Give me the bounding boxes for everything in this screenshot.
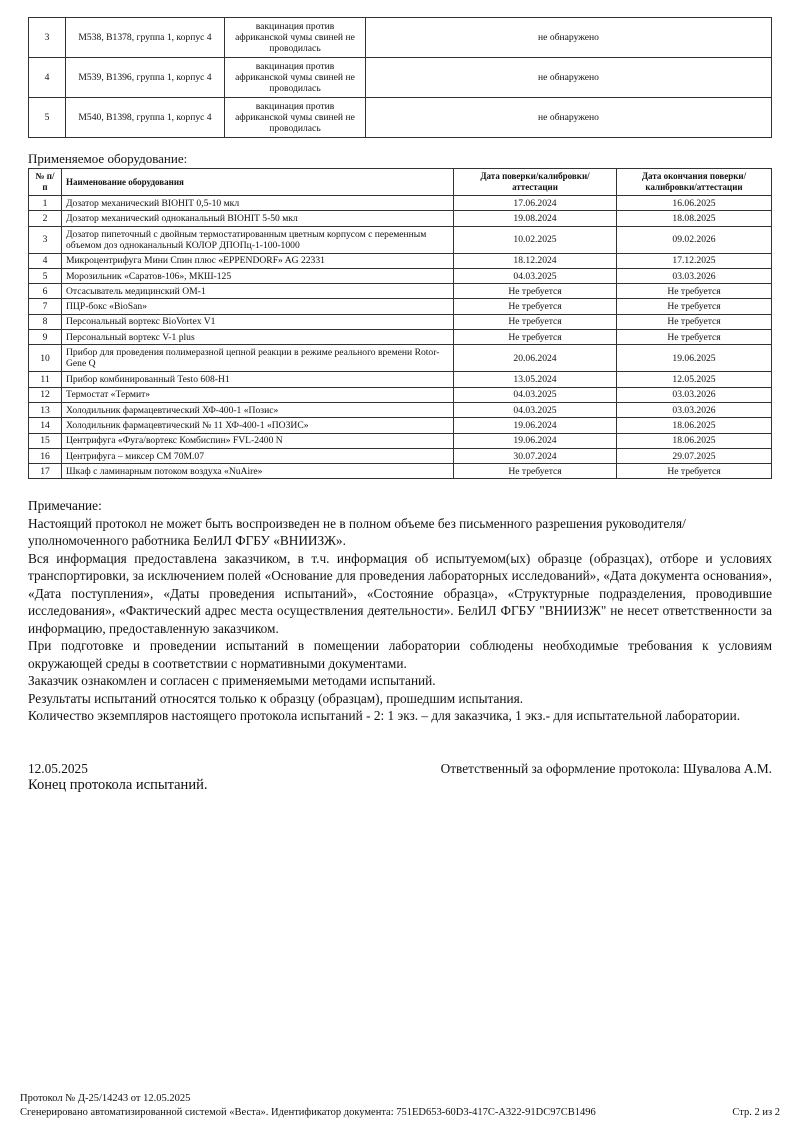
table-row	[29, 464, 772, 479]
equipment-date-end: 18.06.2025	[617, 433, 772, 448]
table-row	[29, 448, 772, 463]
table-row	[29, 284, 772, 299]
equipment-date-check: 04.03.2025	[454, 387, 617, 402]
equipment-num: 10	[29, 345, 62, 372]
table-row	[29, 253, 772, 268]
equipment-date-end: 09.02.2026	[617, 226, 772, 253]
equipment-date-check: 04.03.2025	[454, 402, 617, 417]
equipment-num: 12	[29, 387, 62, 402]
header-date-end: Дата окончания поверки/калибровки/аттестации	[617, 169, 772, 196]
equipment-name: Центрифуга – миксер СМ 70М.07	[62, 448, 454, 463]
equipment-name: Дозатор механический одноканальный ВІОНІТ 5-50 мкл	[62, 211, 454, 226]
equipment-date-end: 03.03.2026	[617, 268, 772, 283]
equipment-num: 1	[29, 196, 62, 211]
table-row	[29, 418, 772, 433]
sample-id: М538, В1378, группа 1, корпус 4	[66, 18, 225, 58]
sample-number: 4	[29, 58, 66, 98]
equipment-date-check: 30.07.2024	[454, 448, 617, 463]
equipment-name: Дозатор механический ВІОНІТ 0,5-10 мкл	[62, 196, 454, 211]
equipment-name: ПЦР-бокс «BioSan»	[62, 299, 454, 314]
sample-note: вакцинация против африканской чумы свиней не проводилась	[225, 58, 366, 98]
equipment-num: 17	[29, 464, 62, 479]
protocol-date: 12.05.2025	[28, 761, 88, 776]
equipment-date-end: Не требуется	[617, 330, 772, 345]
note-paragraph: Количество экземпляров настоящего протокола испытаний - 2: 1 экз. – для заказчика, 1 экз.- для испытательной лаборатории.	[28, 708, 741, 723]
sample-number: 5	[29, 98, 66, 138]
equipment-name: Холодильник фармацевтический ХФ-400-1 «Позис»	[62, 402, 454, 417]
table-row	[29, 98, 772, 138]
equipment-date-check: Не требуется	[454, 464, 617, 479]
table-row	[29, 433, 772, 448]
equipment-date-check: 04.03.2025	[454, 268, 617, 283]
sample-note: вакцинация против африканской чумы свиней не проводилась	[225, 98, 366, 138]
sample-number: 3	[29, 18, 66, 58]
equipment-name: Прибор для проведения полимеразной цепной реакции в режиме реального времени Rotor-Gene Q	[62, 345, 454, 372]
equipment-date-check: Не требуется	[454, 314, 617, 329]
table-row	[29, 58, 772, 98]
notes-section	[28, 497, 772, 725]
equipment-num: 3	[29, 226, 62, 253]
equipment-date-check: 20.06.2024	[454, 345, 617, 372]
equipment-num: 9	[29, 330, 62, 345]
sample-result: не обнаружено	[366, 98, 772, 138]
sample-results-table	[28, 17, 772, 138]
equipment-num: 5	[29, 268, 62, 283]
equipment-date-check: 10.02.2025	[454, 226, 617, 253]
equipment-date-check: 19.06.2024	[454, 418, 617, 433]
equipment-date-end: Не требуется	[617, 464, 772, 479]
table-row	[29, 314, 772, 329]
responsible-person: Ответственный за оформление протокола: Шувалова А.М.	[440, 761, 772, 776]
equipment-date-end: 12.05.2025	[617, 372, 772, 387]
equipment-num: 15	[29, 433, 62, 448]
notes-title: Примечание:	[28, 498, 102, 513]
table-header-row	[29, 169, 772, 196]
equipment-date-end: Не требуется	[617, 299, 772, 314]
end-of-protocol: Конец протокола испытаний.	[28, 777, 208, 793]
equipment-num: 6	[29, 284, 62, 299]
table-row	[29, 211, 772, 226]
equipment-date-end: Не требуется	[617, 314, 772, 329]
equipment-num: 8	[29, 314, 62, 329]
note-paragraph: Настоящий протокол не может быть воспроизведен не в полном объеме без письменного разрешения руководителя/уполномоченного работника БелИЛ ФГБУ «ВНИИЗЖ».	[28, 515, 686, 548]
equipment-name: Термостат «Термит»	[62, 387, 454, 402]
sample-id: М539, В1396, группа 1, корпус 4	[66, 58, 225, 98]
equipment-date-end: 29.07.2025	[617, 448, 772, 463]
equipment-name: Холодильник фармацевтический № 11 ХФ-400-1 «ПОЗИС»	[62, 418, 454, 433]
header-name: Наименование оборудования	[62, 169, 454, 196]
equipment-date-check: Не требуется	[454, 330, 617, 345]
equipment-date-end: 03.03.2026	[617, 387, 772, 402]
page-number: Стр. 2 из 2	[732, 1107, 780, 1118]
sample-note: вакцинация против африканской чумы свиней не проводилась	[225, 18, 366, 58]
equipment-name: Шкаф с ламинарным потоком воздуха «NuAire»	[62, 464, 454, 479]
table-row	[29, 196, 772, 211]
footer-protocol-number: Протокол № Д-25/14243 от 12.05.2025	[20, 1093, 191, 1104]
equipment-date-end: 19.06.2025	[617, 345, 772, 372]
equipment-name: Персональный вортекс BioVortex V1	[62, 314, 454, 329]
equipment-section-title: Применяемое оборудование:	[28, 151, 188, 166]
equipment-date-end: 17.12.2025	[617, 253, 772, 268]
table-row	[29, 299, 772, 314]
equipment-name: Микроцентрифуга Мини Спин плюс «EPPENDORF» AG 22331	[62, 253, 454, 268]
equipment-date-check: Не требуется	[454, 299, 617, 314]
equipment-num: 2	[29, 211, 62, 226]
equipment-date-end: 16.06.2025	[617, 196, 772, 211]
equipment-num: 11	[29, 372, 62, 387]
equipment-date-check: 19.06.2024	[454, 433, 617, 448]
equipment-date-check: 17.06.2024	[454, 196, 617, 211]
note-paragraph: Вся информация предоставлена заказчиком, в т.ч. информация об испытуемом(ых) образце (образцах), отборе и условиях транспортировки, за исключением полей «Основание для проведения лабораторных исследований», «Дата документа основания», «Дата поступления», «Даты проведения испытаний», «Состояние образца», «Структурные подразделения, проводившие исследования», «Фактический адрес места осуществления деятельности». БелИЛ ФГБУ "ВНИИЗЖ" не несет ответственности за информацию, предоставленную заказчиком.	[28, 550, 772, 636]
table-row	[29, 330, 772, 345]
sample-result: не обнаружено	[366, 18, 772, 58]
table-row	[29, 372, 772, 387]
equipment-name: Морозильник «Саратов-106», МКШ-125	[62, 268, 454, 283]
equipment-name: Центрифуга «Фуга/вортекс Комбиспин» FVL-2400 N	[62, 433, 454, 448]
equipment-num: 7	[29, 299, 62, 314]
table-row	[29, 402, 772, 417]
note-paragraph: Результаты испытаний относятся только к образцу (образцам), прошедшим испытания.	[28, 690, 524, 706]
equipment-date-end: Не требуется	[617, 284, 772, 299]
equipment-name: Дозатор пипеточный с двойным термостатированным цветным корпусом с переменным объемом доз одноканальный КОЛОР ДПОПц-1-100-1000	[62, 226, 454, 253]
page-footer	[20, 1092, 780, 1120]
header-num: № п/п	[29, 169, 62, 196]
note-paragraph: Заказчик ознакомлен и согласен с применяемыми методами испытаний.	[28, 673, 436, 688]
sample-id: М540, В1398, группа 1, корпус 4	[66, 98, 225, 138]
table-row	[29, 18, 772, 58]
equipment-date-end: 18.08.2025	[617, 211, 772, 226]
table-row	[29, 268, 772, 283]
equipment-table	[28, 168, 772, 479]
sample-result: не обнаружено	[366, 58, 772, 98]
equipment-date-end: 03.03.2026	[617, 402, 772, 417]
table-row	[29, 387, 772, 402]
equipment-name: Прибор комбинированный Testo 608-H1	[62, 372, 454, 387]
equipment-date-check: 13.05.2024	[454, 372, 617, 387]
header-date-check: Дата поверки/калибровки/аттестации	[454, 169, 617, 196]
equipment-num: 16	[29, 448, 62, 463]
equipment-date-check: 19.08.2024	[454, 211, 617, 226]
table-row	[29, 345, 772, 372]
equipment-date-end: 18.06.2025	[617, 418, 772, 433]
table-row	[29, 226, 772, 253]
equipment-date-check: Не требуется	[454, 284, 617, 299]
equipment-num: 4	[29, 253, 62, 268]
equipment-name: Отсасыватель медицинский ОМ-1	[62, 284, 454, 299]
footer-line	[20, 1106, 780, 1120]
equipment-date-check: 18.12.2024	[454, 253, 617, 268]
equipment-name: Персональный вортекс V-1 plus	[62, 330, 454, 345]
equipment-num: 14	[29, 418, 62, 433]
equipment-num: 13	[29, 402, 62, 417]
footer-generated-by: Сгенерировано автоматизированной системой «Веста». Идентификатор документа: 751ED653-60D3-417C-A322-91DC97CB1496	[20, 1107, 596, 1118]
note-paragraph: При подготовке и проведении испытаний в помещении лаборатории соблюдены необходимые требования к условиям окружающей среды в соответствии с нормативными документами.	[28, 638, 772, 671]
